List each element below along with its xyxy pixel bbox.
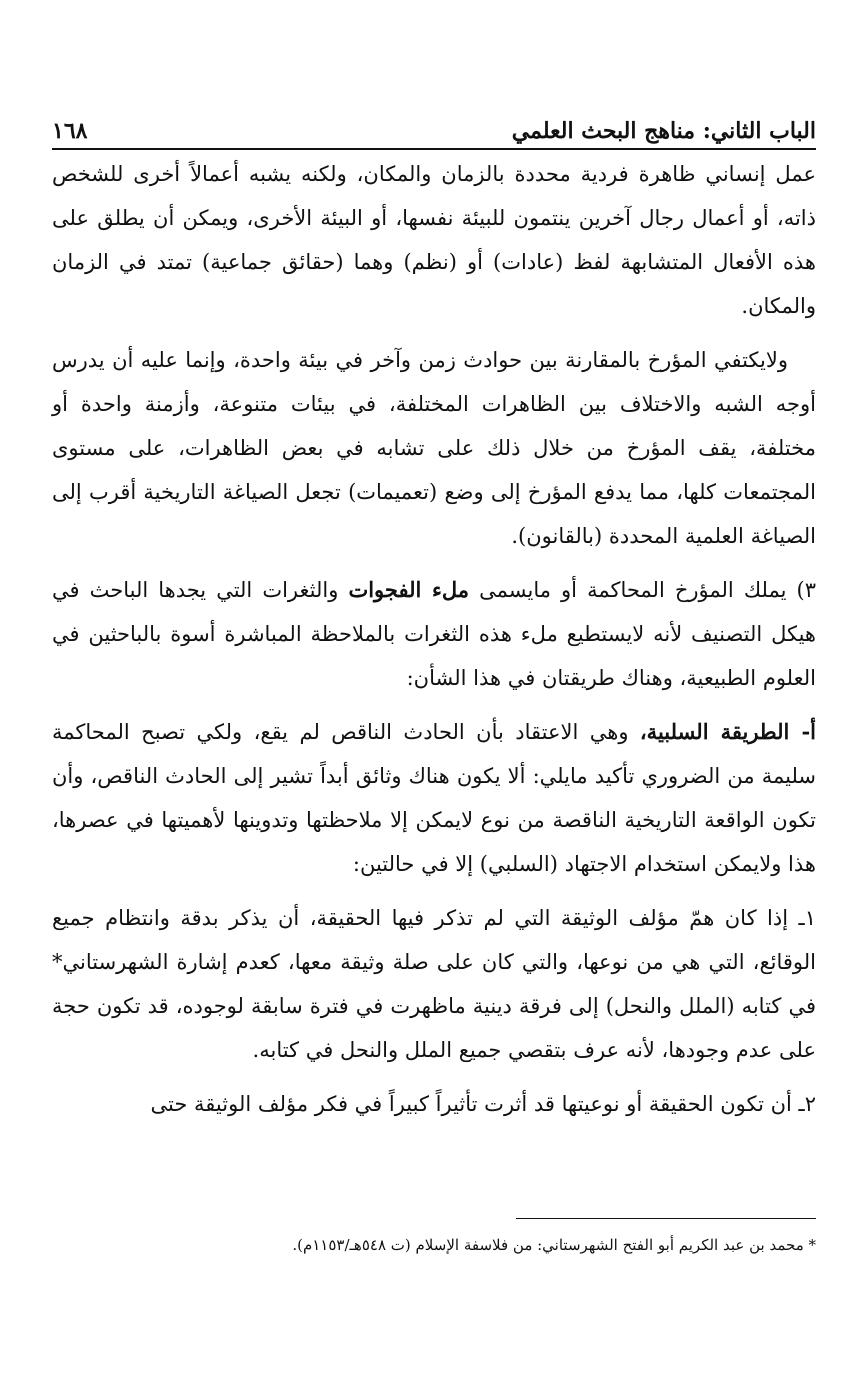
footnote-divider [516, 1218, 816, 1219]
paragraph-comparison [52, 338, 816, 558]
body-text [52, 152, 816, 1136]
page-number: ١٦٨ [52, 118, 88, 144]
bold-term: ملء الفجوات [348, 577, 470, 602]
paragraph-text: ٢ـ أن تكون الحقيقة أو نوعيتها قد أثرت تأثيراً كبيراً في فكر مؤلف الوثيقة حتى [150, 1092, 816, 1116]
footnote: * محمد بن عبد الكريم أبو الفتح الشهرستاني: من فلاسفة الإسلام (ت ٥٤٨هـ/١١٥٣م). [292, 1236, 816, 1254]
book-page [52, 0, 816, 1384]
paragraph-text-after: والثغرات التي يجدها الباحث في هيكل التصنيف لأنه لايستطيع ملء هذه الثغرات بالملاحظة المباشرة أسوة بالباحثين في العلوم الطبيعية، وهناك طريقتان في هذا الشأن: [52, 578, 816, 690]
paragraph-text: ولايكتفي المؤرخ بالمقارنة بين حوادث زمن وآخر في بيئة واحدة، وإنما عليه أن يدرس أوجه الشبه والاختلاف بين الظاهرات المختلفة، في بيئات متنوعة، وأزمنة واحدة أو مختلفة، يقف المؤرخ من خلال ذلك على تشابه في بعض الظاهرات، على مستوى المجتمعات كلها، مما يدفع المؤرخ إلى وضع (تعميمات) تجعل الصياغة التاريخية أقرب إلى الصياغة العلمية المحددة (بالقانون). [52, 348, 816, 548]
paragraph-negative-method [52, 710, 816, 886]
bold-term: أ- الطريقة السلبية، [639, 719, 816, 744]
running-header [52, 100, 816, 150]
paragraph-case-2 [52, 1082, 816, 1126]
paragraph-continuation [52, 152, 816, 328]
paragraph-text-after: وهي الاعتقاد بأن الحادث الناقص لم يقع، ولكي تصبح المحاكمة سليمة من الضروري تأكيد مايلي: ألا يكون هناك وثائق أبداً تشير إلى الحادث الناقص، وأن تكون الواقعة التاريخية الناقصة من نوع لايمكن إلا ملاحظتها وتدوينها لأهميتها في عصرها، هذا ولايمكن استخدام الاجتهاد (السلبي) إلا في حالتين: [52, 720, 816, 876]
paragraph-text: عمل إنساني ظاهرة فردية محددة بالزمان والمكان، ولكنه يشبه أعمالاً أخرى للشخص ذاته، أو أعمال رجال آخرين ينتمون للبيئة نفسها، أو البيئة الأخرى، ويمكن أن يطلق على هذه الأفعال المتشابهة لفظ (عادات) أو (نظم) وهما (حقائق جماعية) تمتد في الزمان والمكان. [52, 162, 816, 318]
paragraph-point-3 [52, 568, 816, 700]
chapter-title: الباب الثاني: مناهج البحث العلمي [511, 118, 816, 144]
paragraph-text-before: ٣) يملك المؤرخ المحاكمة أو مايسمى [469, 578, 817, 602]
paragraph-text: ١ـ إذا كان همّ مؤلف الوثيقة التي لم تذكر فيها الحقيقة، أن يذكر بدقة وانتظام جميع الوقائع، التي هي من نوعها، والتي كان على صلة وثيقة معها، كعدم إشارة الشهرستاني* في كتابه (الملل والنحل) إلى فرقة دينية ماظهرت في فترة سابقة لوجوده، قد تكون حجة على عدم وجودها، لأنه عرف بتقصي جميع الملل والنحل في كتابه. [52, 906, 816, 1062]
paragraph-case-1 [52, 896, 816, 1072]
